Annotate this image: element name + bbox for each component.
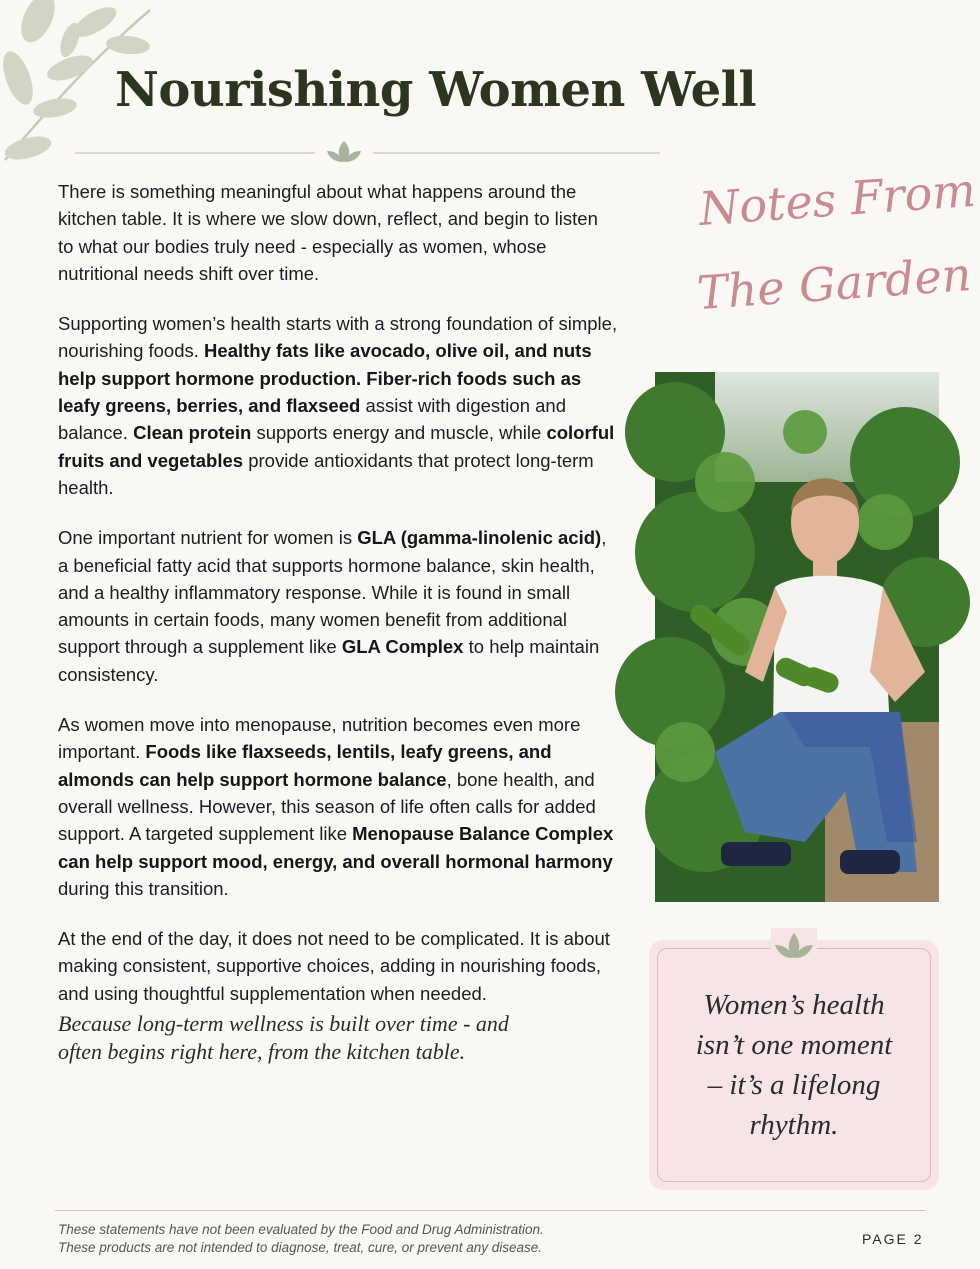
title-divider xyxy=(75,138,660,168)
bold-phrase: GLA (gamma-linolenic acid) xyxy=(357,527,602,549)
text-run: to help maintain consistency. xyxy=(58,636,600,685)
paragraph-intro: There is something meaningful about what happens around the kitchen table. It is where we slow down, reflect, and begin to listen to what our bodies truly need - especially as women, whose nutritional needs shift over time. xyxy=(58,181,598,284)
paragraph-conclusion: At the end of the day, it does not need to be complicated. It is about making consistent, supportive choices, adding in nourishing foods, and using thoughtful supplementation when needed. xyxy=(58,928,610,1004)
woman-with-cucumbers-photo xyxy=(655,372,939,902)
footer-divider xyxy=(55,1210,925,1211)
disclaimer-line-2: These products are not intended to diagnose, treat, cure, or prevent any disease. xyxy=(58,1240,543,1255)
text-run: , a beneficial fatty acid that supports hormone balance, skin health, and a healthy inflammatory response. While it is found in small amounts in certain foods, many women benefit from additional support through a supplement like xyxy=(58,527,607,658)
page-title: Nourishing Women Well xyxy=(115,62,757,118)
bold-phrase: Clean protein xyxy=(133,422,252,444)
closing-line-2: often begins right here, from the kitchen table. xyxy=(58,1039,466,1065)
script-heading-line-2: The Garden xyxy=(695,247,973,321)
quote-line: isn’t one moment xyxy=(695,1029,893,1061)
disclaimer-line-1: These statements have not been evaluated by the Food and Drug Administration. xyxy=(58,1222,544,1237)
article-body xyxy=(58,178,618,1089)
paragraph-foods xyxy=(58,310,618,501)
text-run: provide antioxidants that protect long-term health. xyxy=(58,449,594,498)
text-run: Supporting women’s health starts with a strong foundation of simple, nourishing foods. xyxy=(58,313,618,362)
text-run: One important nutrient for women is xyxy=(58,527,358,549)
text-run: during this transition. xyxy=(58,877,229,899)
paragraph-menopause xyxy=(58,711,618,902)
quote-line: Women’s health xyxy=(703,989,885,1021)
closing-italic xyxy=(58,1010,618,1066)
quote-text xyxy=(669,985,919,1145)
bold-phrase: colorful fruits and vegetables xyxy=(58,422,615,471)
script-heading-line-1: Notes From xyxy=(697,162,978,236)
text-run: assist with digestion and balance. xyxy=(58,395,566,444)
page-number: PAGE 2 xyxy=(862,1231,924,1247)
sprout-icon xyxy=(327,141,361,162)
script-heading xyxy=(690,160,978,340)
quote-line: – it’s a lifelong xyxy=(707,1069,881,1101)
text-run: As women move into menopause, nutrition becomes even more important. xyxy=(58,714,581,763)
paragraph-gla xyxy=(58,524,618,688)
sprout-icon xyxy=(771,928,817,962)
quote-line: rhythm. xyxy=(749,1109,839,1141)
bold-phrase: Foods like flaxseeds, lentils, leafy greens, and almonds can help support hormone balance xyxy=(58,741,552,790)
quote-card xyxy=(649,940,939,1190)
bold-phrase: GLA Complex xyxy=(341,636,464,658)
fda-disclaimer xyxy=(58,1221,758,1257)
text-run: , bone health, and overall wellness. However, this season of life often calls for added support. A targeted supplement like xyxy=(58,768,596,845)
bold-phrase: Menopause Balance Complex can help support mood, energy, and overall hormonal harmony xyxy=(58,823,614,872)
closing-line-1: Because long-term wellness is built over time - and xyxy=(58,1011,509,1037)
text-run: supports energy and muscle, while xyxy=(251,422,547,444)
bold-phrase: Healthy fats like avocado, olive oil, and nuts help support hormone production. Fiber-rich foods such as leafy greens, berries, and flaxseed xyxy=(58,340,592,417)
